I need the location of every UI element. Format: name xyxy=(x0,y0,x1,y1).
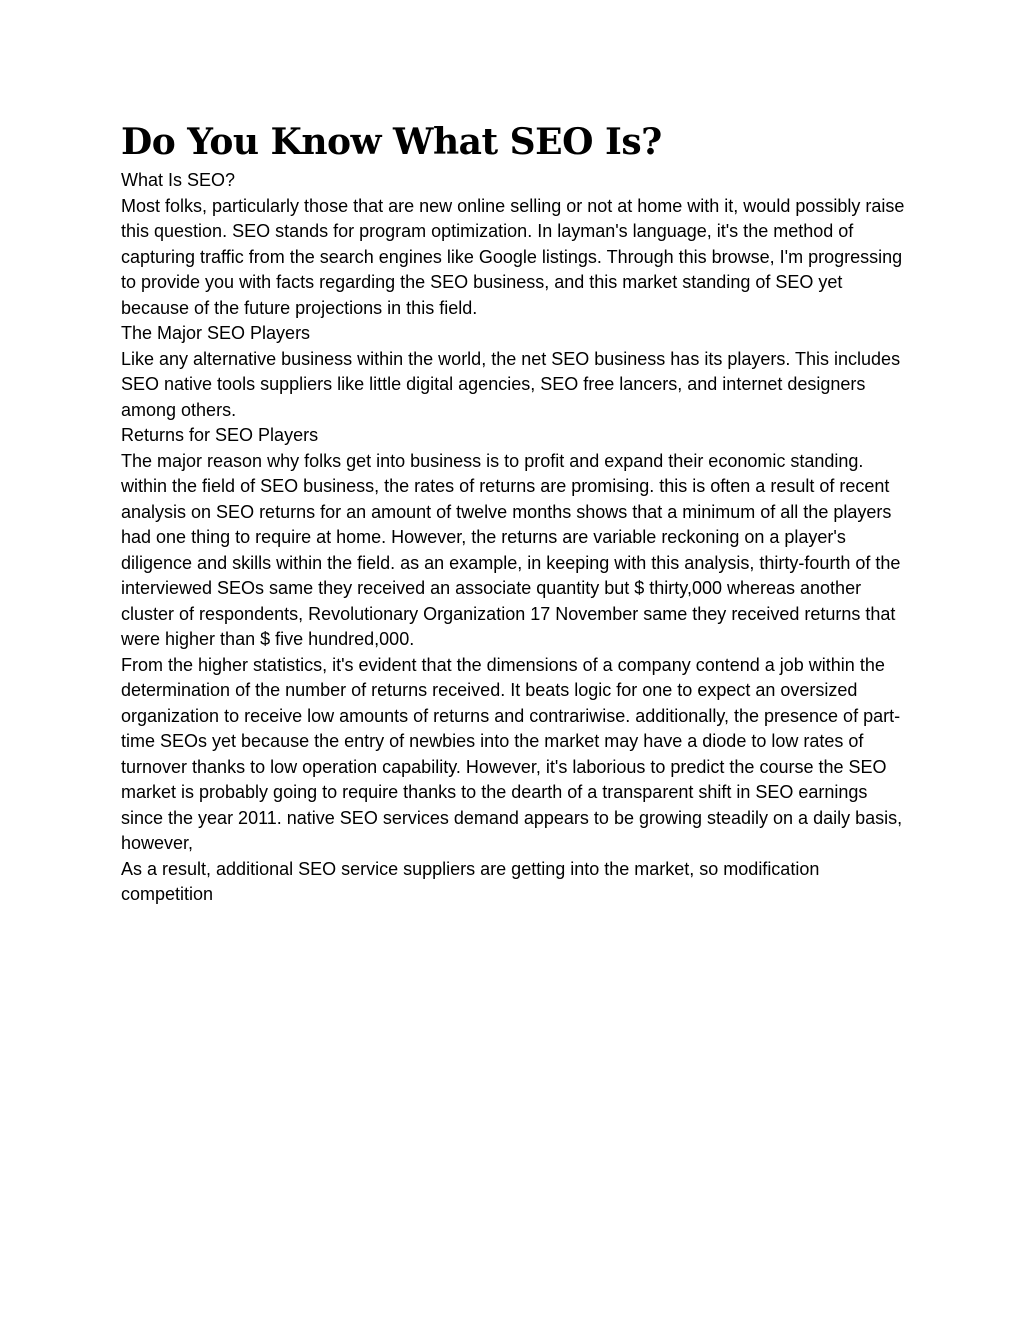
document-title: Do You Know What SEO Is? xyxy=(121,121,662,163)
subheading-returns: Returns for SEO Players xyxy=(121,425,319,445)
paragraph-competition: As a result, additional SEO service suppliers are getting into the market, so modification competition xyxy=(121,858,820,904)
document-page xyxy=(121,118,911,908)
paragraph-returns: The major reason why folks get into business is to profit and expand their economic standing. within the field of SEO business, the rates of returns are promising. this is often a result of recent analysis on SEO returns for an amount of twelve months shows that a minimum of all the players had one thing to require at home. However, the returns are variable reckoning on a player's diligence and skills within the field. as an example, in keeping with this analysis, thirty-fourth of the interviewed SEOs same they received an associate quantity but $ thirty,000 whereas another cluster of respondents, Revolutionary Organization 17 November same they received returns that were higher than $ five hundred,000. xyxy=(121,450,901,649)
paragraph-players: Like any alternative business within the world, the net SEO business has its players. This includes SEO native tools suppliers like little digital agencies, SEO free lancers, and internet designers among others. xyxy=(121,348,901,420)
subheading-major-seo-players: The Major SEO Players xyxy=(121,323,311,343)
paragraph-intro: Most folks, particularly those that are new online selling or not at home with it, would possibly raise this question. SEO stands for program optimization. In layman's language, it's the method of capturing traffic from the search engines like Google listings. Through this browse, I'm progressing to provide you with facts regarding the SEO business, and this market standing of SEO yet because of the future projections in this field. xyxy=(121,195,905,318)
subheading-what-is-seo: What Is SEO? xyxy=(121,170,236,190)
paragraph-statistics: From the higher statistics, it's evident that the dimensions of a company contend a job within the determination of the number of returns received. It beats logic for one to expect an oversized organization to receive low amounts of returns and contrariwise. additionally, the presence of part-time SEOs yet because the entry of newbies into the market may have a diode to low rates of turnover thanks to low operation capability. However, it's laborious to predict the course the SEO market is probably going to require thanks to the dearth of a transparent shift in SEO earnings since the year 2011. native SEO services demand appears to be growing steadily on a daily basis, however, xyxy=(121,654,903,853)
